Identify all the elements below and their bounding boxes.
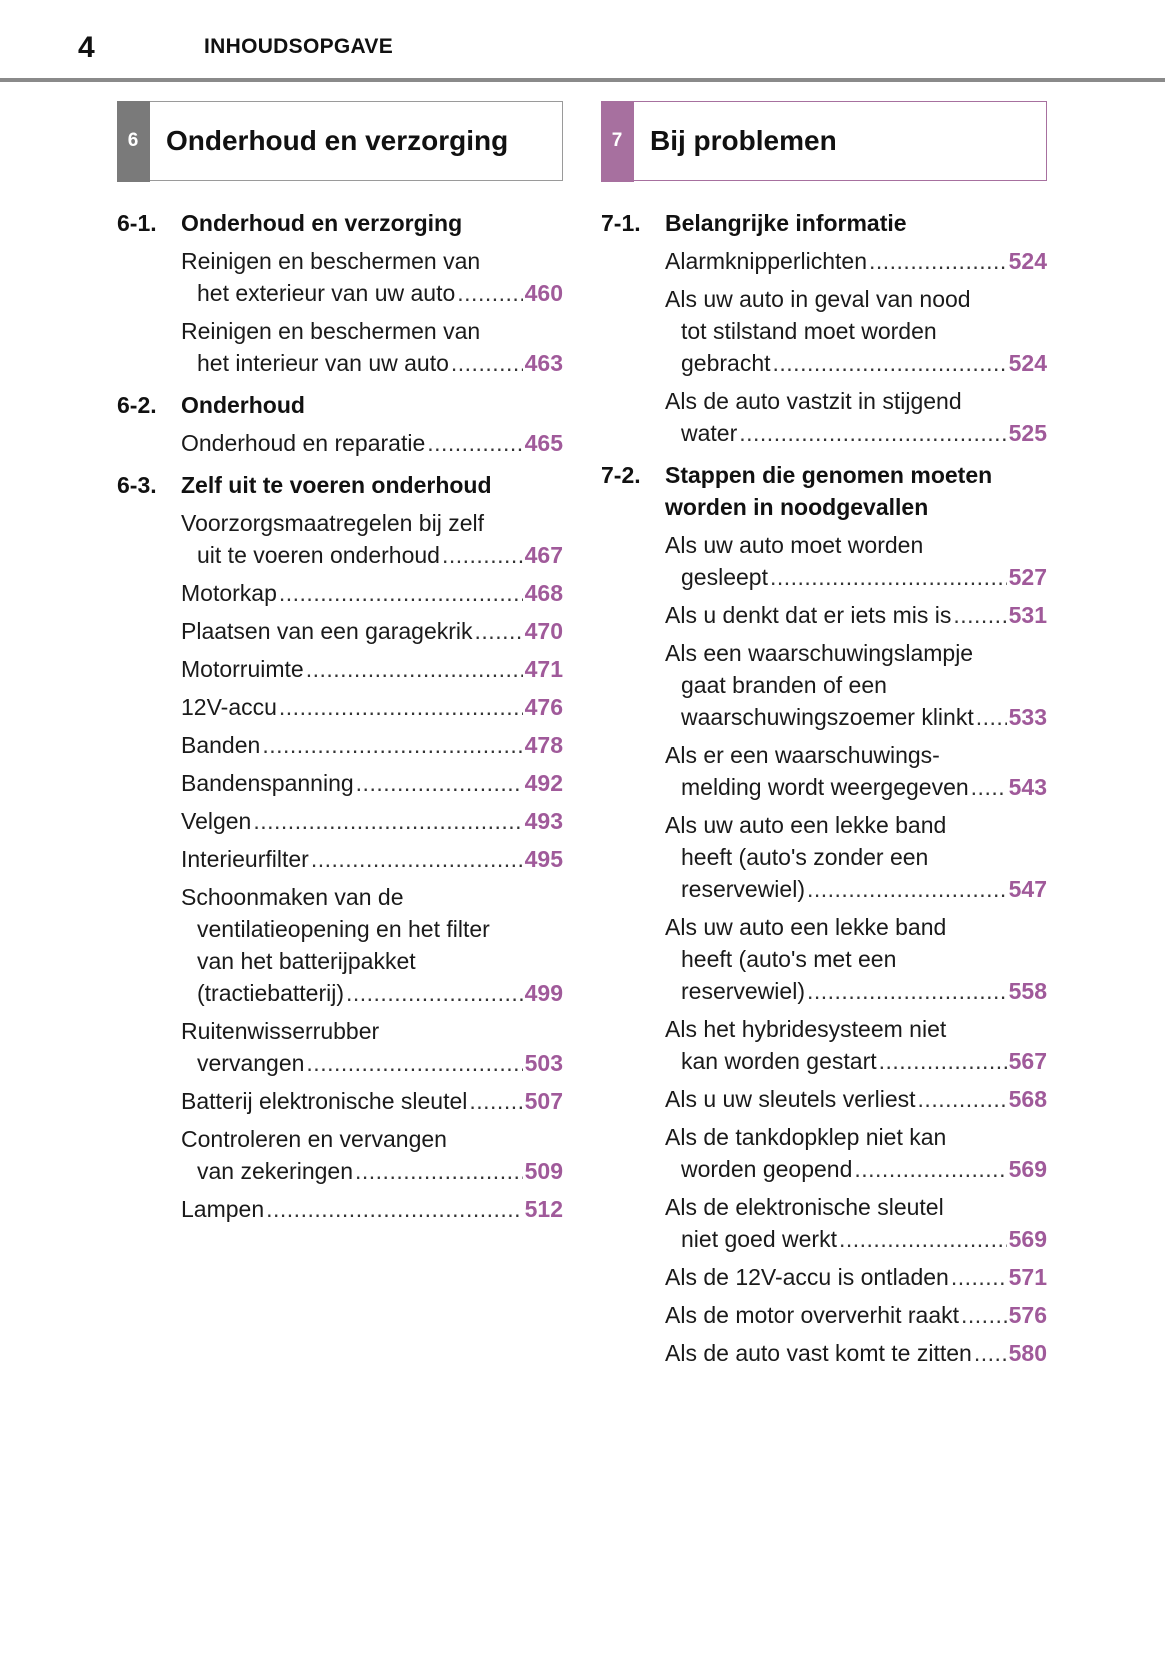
entry-last-line [181,347,563,379]
page-reference[interactable]: 576 [1008,1302,1047,1328]
toc-entry[interactable] [665,283,1047,379]
entry-text-line: Plaatsen van een garagekrik [181,618,473,644]
dot-leader [427,427,522,459]
section-title-line: Stappen die genomen moeten [665,462,993,488]
page-reference[interactable]: 465 [524,430,563,456]
entry-last-line [181,729,563,761]
entry-text-line: Onderhoud en reparatie [181,430,426,456]
section-number: 7-1. [601,210,641,236]
entry-last-line [181,1047,563,1079]
section-number: 6-3. [117,472,157,498]
entry-text-line: niet goed werkt [681,1226,837,1252]
toc-entry[interactable] [181,1015,563,1079]
page-heading: INHOUDSOPGAVE [204,35,394,58]
dot-leader [451,347,523,379]
entry-text-line: Banden [181,732,261,758]
entry-text-line: Schoonmaken van de [181,884,404,910]
entry-last-line [665,417,1047,449]
section-number: 6-1. [117,210,157,236]
dot-leader [953,599,1006,631]
toc-entry[interactable] [181,1123,563,1187]
page-reference[interactable]: 495 [524,846,563,872]
dot-leader [306,653,523,685]
toc-entry[interactable] [665,637,1047,733]
section-heading[interactable] [601,459,1047,523]
chapter-title: Bij problemen [650,125,837,156]
dot-leader [971,771,1007,803]
section-title-line: worden in noodgevallen [665,494,929,520]
entry-text-line: Ruitenwisserrubber [181,1018,380,1044]
section-title [181,207,563,239]
page-reference[interactable]: 558 [1008,978,1047,1004]
toc-section [117,389,563,459]
entry-text-line: Als het hybridesysteem niet [665,1016,947,1042]
entry-last-line [665,1223,1047,1255]
entry-last-line [665,873,1047,905]
toc-entry[interactable] [665,385,1047,449]
entry-text-line: Als u uw sleutels verliest [665,1086,916,1112]
entry-text-line: vervangen [197,1050,305,1076]
chapter-column-7 [601,101,1047,1379]
entry-text-line: kan worden gestart [681,1048,877,1074]
toc-entry[interactable] [665,599,1047,631]
dot-leader [311,843,523,875]
entry-last-line [181,1155,563,1187]
toc-entry[interactable] [665,1261,1047,1293]
entry-text-line: het exterieur van uw auto [197,280,456,306]
page-reference[interactable]: 476 [524,694,563,720]
toc-entry[interactable] [665,809,1047,905]
entry-text-line: Batterij elektronische sleutel [181,1088,468,1114]
dot-leader [839,1223,1007,1255]
dot-leader [442,539,523,571]
entry-last-line [665,599,1047,631]
dot-leader [469,1085,522,1117]
chapter-header[interactable] [117,101,563,181]
toc-entry[interactable] [665,1337,1047,1369]
page-reference[interactable]: 499 [524,980,563,1006]
page-reference[interactable]: 531 [1008,602,1047,628]
entry-text-line: het interieur van uw auto [197,350,449,376]
dot-leader [974,1337,1007,1369]
entry-text-line: Als de motor oververhit raakt [665,1302,960,1328]
chapter-column-6 [117,101,563,1235]
entry-last-line [665,347,1047,379]
entry-last-line [181,427,563,459]
entry-text-line: waarschuwingszoemer klinkt [681,704,974,730]
entry-last-line [181,767,563,799]
dot-leader [266,1193,523,1225]
page-reference[interactable]: 467 [524,542,563,568]
toc-entry[interactable] [181,245,563,309]
dot-leader [475,615,523,647]
toc-entry[interactable] [181,427,563,459]
page-reference[interactable]: 525 [1008,420,1047,446]
entry-text-line: Motorkap [181,580,277,606]
page-reference[interactable]: 524 [1008,248,1047,274]
page-reference[interactable]: 460 [524,280,563,306]
page-header [0,0,1165,82]
entry-text-line: Lampen [181,1196,265,1222]
chapter-title: Onderhoud en verzorging [166,125,509,156]
page-reference[interactable]: 527 [1008,564,1047,590]
section-title-line: Belangrijke informatie [665,210,907,236]
page-reference[interactable]: 512 [524,1196,563,1222]
section-title-line: Zelf uit te voeren onderhoud [181,472,492,498]
entry-last-line [665,975,1047,1007]
entry-text-line: Als uw auto een lekke band [665,914,947,940]
entry-text-line: reservewiel) [681,876,805,902]
entry-text-line: Als uw auto een lekke band [665,812,947,838]
toc-entry[interactable] [665,245,1047,277]
entry-last-line [665,1299,1047,1331]
entry-text-line: Als de auto vast komt te zitten [665,1340,972,1366]
entry-last-line [181,805,563,837]
toc-entry[interactable] [181,1193,563,1225]
entry-last-line [665,701,1047,733]
toc-entry[interactable] [181,881,563,1009]
toc-entry[interactable] [665,529,1047,593]
section-heading[interactable] [117,207,563,239]
toc-entry[interactable] [181,507,563,571]
entry-text-line: uit te voeren onderhoud [197,542,440,568]
entry-last-line [181,691,563,723]
toc-entry[interactable] [665,911,1047,1007]
page-reference[interactable]: 509 [524,1158,563,1184]
section-title [665,207,1047,239]
page-reference[interactable]: 580 [1008,1340,1047,1366]
dot-leader [306,1047,522,1079]
dot-leader [457,277,522,309]
entry-text-line: Reinigen en beschermen van [181,248,481,274]
toc-entry[interactable] [181,805,563,837]
page-reference[interactable]: 463 [524,350,563,376]
entry-text-line: Als uw auto moet worden [665,532,924,558]
section-title-line: Onderhoud [181,392,305,418]
entry-text-line: Als een waarschuwingslampje [665,640,974,666]
page-reference[interactable]: 569 [1008,1226,1047,1252]
toc-entry[interactable] [181,729,563,761]
entry-text-line: Velgen [181,808,252,834]
section-number: 6-2. [117,392,157,418]
entry-last-line [665,1083,1047,1115]
page-reference[interactable]: 568 [1008,1086,1047,1112]
entry-last-line [181,653,563,685]
page-reference[interactable]: 543 [1008,774,1047,800]
entry-text-line: tot stilstand moet worden [681,318,937,344]
entry-last-line [665,1153,1047,1185]
entry-last-line [665,1337,1047,1369]
dot-leader [854,1153,1006,1185]
page-reference[interactable]: 524 [1008,350,1047,376]
page-number: 4 [78,31,95,64]
section-number: 7-2. [601,462,641,488]
toc-entry[interactable] [665,1121,1047,1185]
section-heading[interactable] [601,207,1047,239]
entry-last-line [665,1045,1047,1077]
section-list [117,207,563,1225]
entry-last-line [181,1085,563,1117]
dot-leader [976,701,1007,733]
page-reference[interactable]: 470 [524,618,563,644]
toc-section [601,207,1047,449]
entry-text-line: 12V-accu [181,694,277,720]
toc-section [601,459,1047,1369]
entry-last-line [181,977,563,1009]
page-reference[interactable]: 533 [1008,704,1047,730]
entry-text-line: Reinigen en beschermen van [181,318,481,344]
toc-entry[interactable] [181,577,563,609]
entry-text-line: Voorzorgsmaatregelen bij zelf [181,510,484,536]
section-heading[interactable] [117,469,563,501]
section-list [601,207,1047,1369]
entry-text-line: (tractiebatterij) [197,980,344,1006]
entry-text-line: Als uw auto in geval van nood [665,286,971,312]
entry-last-line [181,615,563,647]
entry-text-line: van het batterijpakket [197,948,416,974]
dot-leader [770,561,1007,593]
page-reference[interactable]: 571 [1008,1264,1047,1290]
chapter-number-tab: 7 [601,101,634,182]
toc-entry[interactable] [665,1191,1047,1255]
entry-text-line: Controleren en vervangen [181,1126,447,1152]
dot-leader [355,1155,523,1187]
dot-leader [807,873,1007,905]
dot-leader [961,1299,1007,1331]
page-reference[interactable]: 503 [524,1050,563,1076]
entry-last-line [665,771,1047,803]
entry-text-line: Als de tankdopklep niet kan [665,1124,947,1150]
entry-text-line: Als de elektronische sleutel [665,1194,944,1220]
entry-last-line [665,561,1047,593]
entry-last-line [665,1261,1047,1293]
entry-text-line: Als u denkt dat er iets mis is [665,602,952,628]
entry-text-line: worden geopend [681,1156,853,1182]
entry-text-line: melding wordt weergegeven [681,774,969,800]
entry-last-line [181,577,563,609]
toc-entry[interactable] [181,767,563,799]
entry-text-line: gaat branden of een [681,672,887,698]
dot-leader [773,347,1007,379]
section-title-line: Onderhoud en verzorging [181,210,463,236]
toc-entry[interactable] [181,315,563,379]
dot-leader [262,729,522,761]
toc-section [117,207,563,379]
entry-text-line: Interieurfilter [181,846,309,872]
entry-text-line: heeft (auto's met een [681,946,897,972]
page-reference[interactable]: 468 [524,580,563,606]
section-heading[interactable] [117,389,563,421]
dot-leader [279,691,523,723]
toc-entry[interactable] [665,1299,1047,1331]
toc-entry[interactable] [665,1013,1047,1077]
page-reference[interactable]: 493 [524,808,563,834]
dot-leader [951,1261,1007,1293]
dot-leader [869,245,1007,277]
entry-text-line: van zekeringen [197,1158,353,1184]
entry-text-line: gebracht [681,350,771,376]
page-reference[interactable]: 492 [524,770,563,796]
entry-last-line [181,843,563,875]
toc-entry[interactable] [181,843,563,875]
entry-text-line: Als de auto vastzit in stijgend [665,388,962,414]
dot-leader [739,417,1006,449]
chapter-number-tab: 6 [117,101,150,182]
dot-leader [253,805,522,837]
dot-leader [879,1045,1007,1077]
entry-text-line: reservewiel) [681,978,805,1004]
entry-text-line: Als de 12V-accu is ontladen [665,1264,949,1290]
page-reference[interactable]: 567 [1008,1048,1047,1074]
entry-text-line: Bandenspanning [181,770,354,796]
entry-text-line: ventilatieopening en het filter [197,916,490,942]
page-reference[interactable]: 507 [524,1088,563,1114]
entry-last-line [181,1193,563,1225]
entry-text-line: water [681,420,738,446]
entry-text-line: Als er een waarschuwings- [665,742,940,768]
page-reference[interactable]: 471 [524,656,563,682]
dot-leader [346,977,523,1009]
toc-entry[interactable] [181,691,563,723]
dot-leader [807,975,1007,1007]
toc-section [117,469,563,1225]
toc-entry[interactable] [665,1083,1047,1115]
section-title [181,389,563,421]
entry-text-line: Alarmknipperlichten [665,248,867,274]
entry-last-line [181,539,563,571]
toc-entry[interactable] [181,1085,563,1117]
entry-text-line: Motorruimte [181,656,304,682]
dot-leader [279,577,523,609]
toc-entry[interactable] [665,739,1047,803]
entry-last-line [665,245,1047,277]
entry-text-line: gesleept [681,564,768,590]
page-reference[interactable]: 547 [1008,876,1047,902]
dot-leader [356,767,523,799]
chapter-header[interactable] [601,101,1047,181]
section-title [665,459,1047,523]
page-reference[interactable]: 478 [524,732,563,758]
toc-entry[interactable] [181,615,563,647]
dot-leader [918,1083,1007,1115]
entry-text-line: heeft (auto's zonder een [681,844,929,870]
toc-entry[interactable] [181,653,563,685]
page-reference[interactable]: 569 [1008,1156,1047,1182]
entry-last-line [181,277,563,309]
section-title [181,469,563,501]
